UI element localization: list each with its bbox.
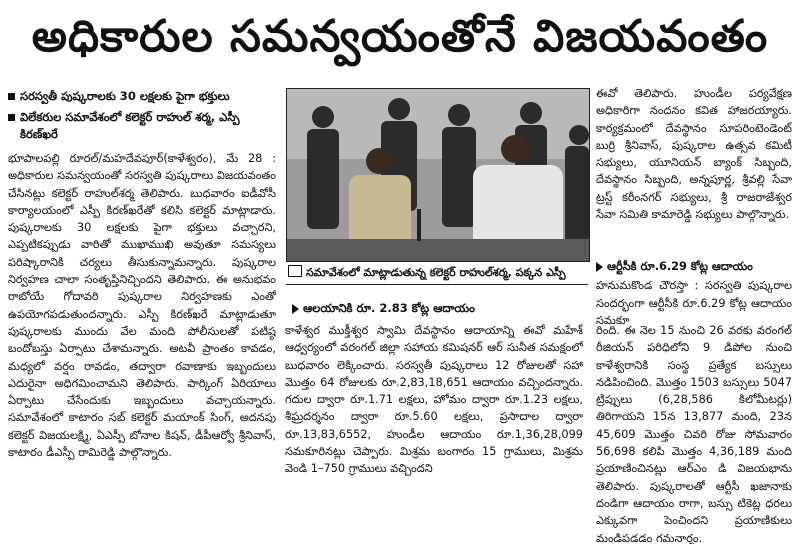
article-paragraph: హనుమకొండ చౌరస్తా : సరస్వతి పుష్కరాల సందర్భంగా ఆర్టీసీకి రూ.6.29 కోట్ల ఆదాయం సమకూ bbox=[596, 279, 792, 327]
article-right-column-mid bbox=[596, 258, 792, 330]
article-paragraph: భూపాలపల్లి రూరల్/మహదేవపూర్(కాళేశ్వరం), మే 28 : అధికారుల సమన్వయంతో సరస్వతి పుష్కరాలు విజయవంతం చేసినట్లు కలెక్టర్ రాహుల్‌శర్మ తెలిపారు. బుధవారం ఐడీవోసీ కార్యాలయంలో ఎస్పీ కిరణ్‌ఖరేతో కలిసి కలెక్టర్ మాట్లాడారు. పుష్కరాలకు 30 లక్షలకు పైగా భక్తులు వచ్చారని, ఎప్పటికప్పుడు వారితో ముఖాముఖి అవుతూ సమస్యలు పరిష్కారానికి చర్యలు తీసుకున్నామన్నారు. పుష్కరాల నిర్వహణ చాలా సంతృప్తినిచ్చిందని తెలిపారు. ఈ అనుభవం రాబోయే గోదావరి పుష్కరాల నిర్వహణకు ఎంతో ఉపయోగపడుతుందన్నారు. ఎస్పీ కిరణ్‌ఖరే మాట్లాడుతూ పుష్కరాలకు ముందు వేల మంది పోలీసులతో పటిష్ఠ బందోబస్తు ఏర్పాటు చేశామన్నారు. అటవీ ప్రాంతం కావడం, మధ్యలో వర్షం రావడం, తద్వారా రవాణాకు ఇబ్బందులు ఎదురైనా అధిగమించామని తెలిపారు. పార్కింగ్ ఏరియాలు ఏర్పాటు చేసేందుకు ఇబ్బందులు వచ్చాయన్నారు. సమావేశంలో కాటారం సబ్ కలెక్టర్ మయాంక్ సింగ్, అదనపు కలెక్టర్ విజయలక్ష్మి, ఏఎస్పీ బోనాల కిషన్, డీపీఆర్వో శ్రీనివాస్, కాటారం డీఎస్పీ రామిరెడ్డి పాల్గొన్నారు. bbox=[8, 152, 276, 460]
section-subhead-text: ఆర్టీసీకి రూ.6.29 కోట్ల ఆదాయం bbox=[607, 260, 753, 273]
photo-caption bbox=[286, 262, 588, 285]
bullet-square-icon bbox=[8, 114, 15, 121]
bullet-square-icon bbox=[8, 93, 15, 100]
bullet-item bbox=[8, 109, 276, 143]
triangle-bullet-icon bbox=[292, 304, 299, 314]
article-middle-column bbox=[285, 322, 583, 544]
photo-caption-text: సమావేశంలో మాట్లాడుతున్న కలెక్టర్ రాహుల్‌శర్మ, పక్కన ఎస్పీ bbox=[306, 266, 566, 279]
article-left-column bbox=[8, 150, 276, 542]
bullet-text: సరస్వతీ పుష్కరాలకు 30 లక్షలకు పైగా భక్తులు bbox=[20, 89, 230, 103]
article-paragraph: ఈవో తెలిపారు. హుండీల పర్యవేక్షణ అధికారిగా నందనం కవిత హాజరయ్యారు. కార్యక్రమంలో దేవస్థానం సూపరింటెండెంట్ బుర్రి శ్రీనివాస్, పుష్కరాల ఉత్సవ కమిటీ సభ్యులు, యూనియన్ బ్యాంక్ సిబ్బంది, దేవస్థానం సిబ్బంది, అన్నపూర్ణ, శ్రీవల్లి సేవా ట్రస్ట్ కరీంనగర్ సభ్యులు, శ్రీ రాజరాజేశ్వర సేవా సమితి కామారెడ్డి సభ్యులు పాల్గొన్నారు. bbox=[596, 87, 792, 222]
article-right-column-top bbox=[596, 85, 792, 259]
article-paragraph: రింది. ఈ నెల 15 నుంచి 26 వరకు వరంగల్ రీజియన్ పరిధిలోని 9 డిపోల నుంచి కాళేశ్వరానికి సంస్థ ప్రత్యేక బస్సులు నడిపించింది. మొత్తం 1503 బస్సులు 5047 ట్రిప్పులు (6,28,586 కిలోమీటర్లు) తిరిగాయని 15న 13,877 మంది, 23న 45,609 మొత్తం చివరి రోజు సోమవారం 56,698 కలిపి మొత్తం 4,36,189 మంది ప్రయాణించినట్లు ఆర్‌ఎం డి విజయభాను తెలిపారు. పుష్కరాలతో ఆర్టీసీ ఖజానాకు దండిగా ఆదాయం రాగా, బస్సు టికెట్ల ధరలు ఎక్కువగా పెంచిందని ప్రయాణికులు మండిపడడం గమనార్హం. bbox=[596, 324, 792, 544]
article-paragraph: కాళేశ్వర ముక్తీశ్వర స్వామి దేవస్థానం ఆదాయాన్ని ఈవో మహేశ్ ఆధ్వర్యంలో వరంగల్ జిల్లా సహాయ కమిషనర్ ఆర్ సునీత సమక్షంలో బుధవారం లెక్కించారు. సరస్వతీ పుష్కరాలు 12 రోజులతో సహా మొత్తం 64 రోజులకు రూ.2,83,18,651 ఆదాయం వచ్చిందన్నారు. గదుల ద్వారా రూ.1.71 లక్షలు, హోమం ద్వారా రూ.1.23 లక్షలు, శీఘ్రదర్శనం ద్వారా రూ.5.60 లక్షలు, ప్రసాదాల ద్వారా రూ.13,83,6552, హుండీల ఆదాయం రూ.1,36,28,099 సమకూరినట్లు చెప్పారు. మిశ్రమ బంగారం 15 గ్రాములు, మిశ్రమ వెండి 1–750 గ్రాములు వచ్చిందని bbox=[285, 324, 583, 476]
bullet-item bbox=[8, 88, 276, 105]
triangle-bullet-icon bbox=[596, 262, 603, 272]
headline: అధికారుల సమన్వయంతోనే విజయవంతం bbox=[31, 11, 769, 62]
bullet-list bbox=[8, 88, 276, 147]
section-subhead bbox=[596, 258, 792, 275]
temple-income-subhead bbox=[292, 300, 582, 317]
bullet-text: విలేకరుల సమావేశంలో కలెక్టర్ రాహుల్ శర్మ, ఎస్పీ కిరణ్‌ఖరే bbox=[20, 110, 240, 141]
temple-income-subhead-text: ఆలయానికి రూ. 2.83 కోట్ల ఆదాయం bbox=[303, 301, 475, 315]
caption-marker-icon bbox=[288, 265, 302, 277]
article-right-column-bottom bbox=[596, 322, 792, 544]
press-meet-photo bbox=[286, 88, 590, 262]
